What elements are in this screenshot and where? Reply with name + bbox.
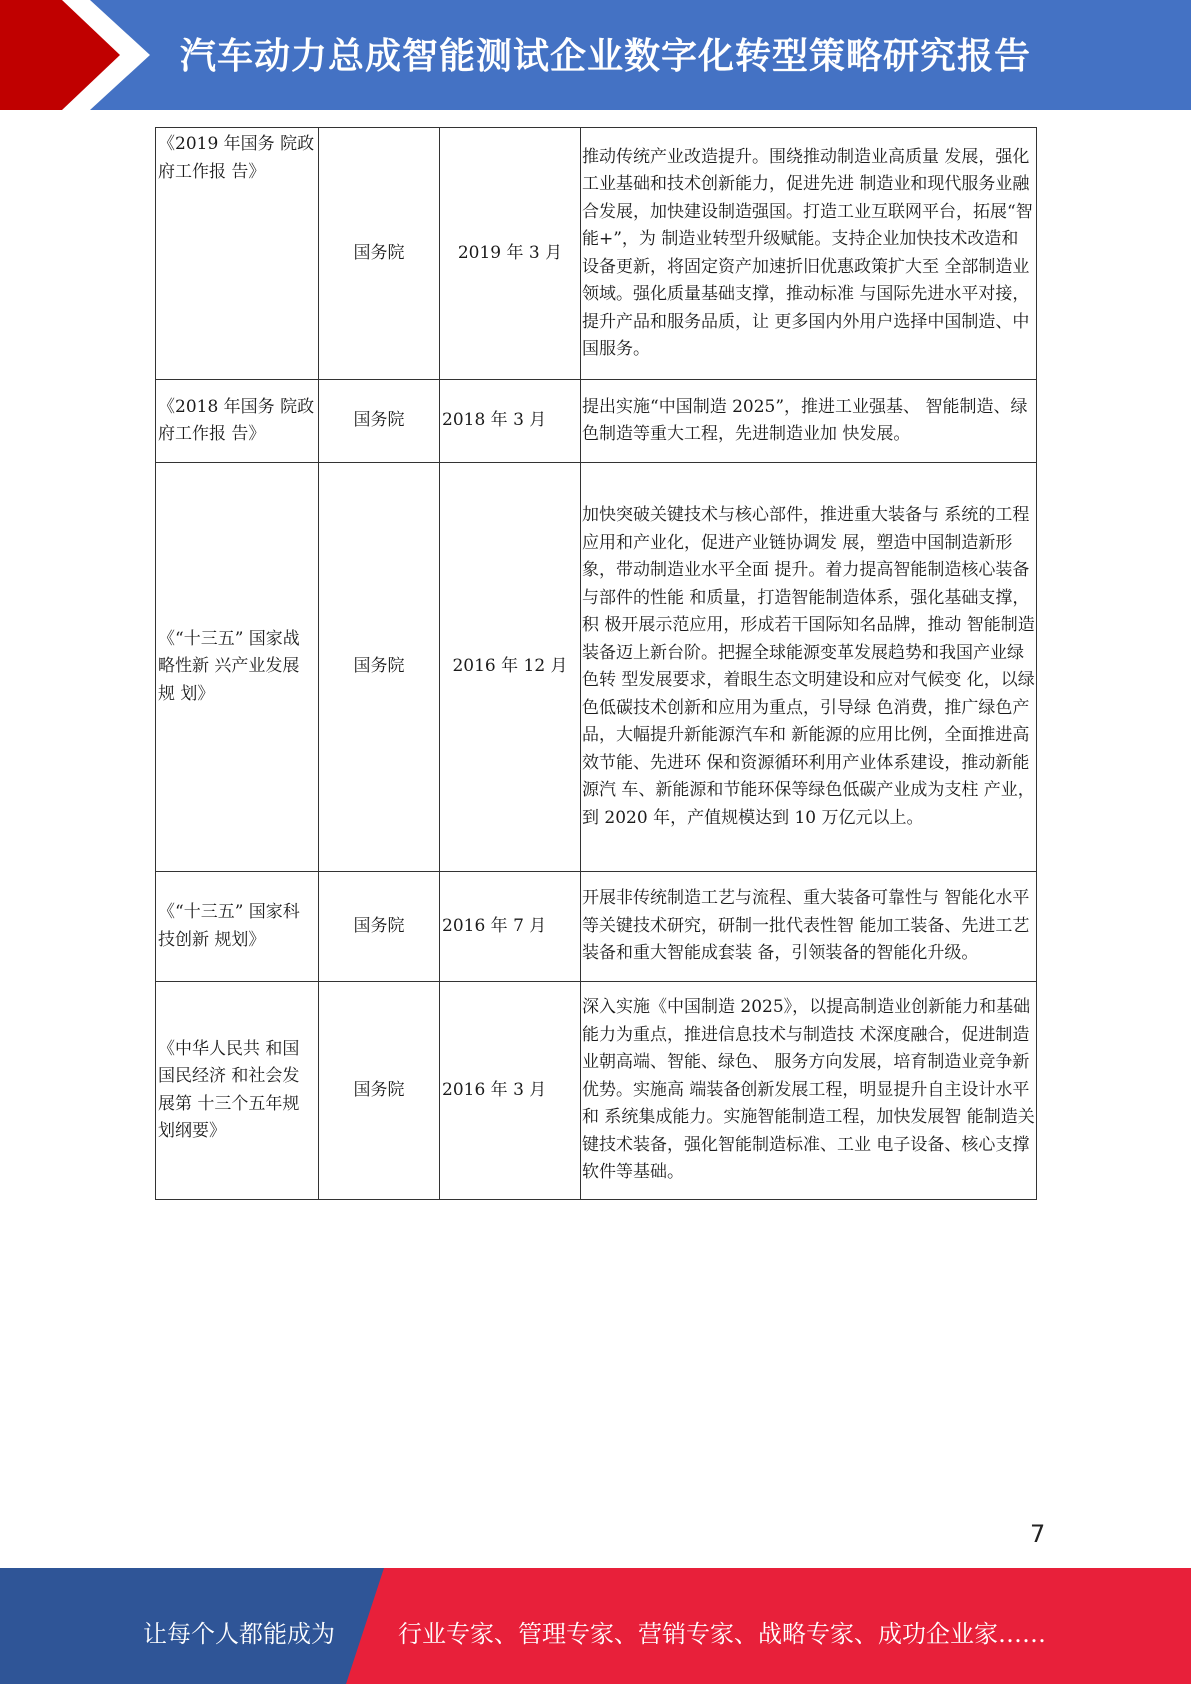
report-title: 汽车动力总成智能测试企业数字化转型策略研究报告 xyxy=(180,36,1032,77)
policy-content: 推动传统产业改造提升。围绕推动制造业高质量 发展，强化工业基础和技术创新能力，促进先进 制造业和现代服务业融合发展，加快建设制造强国。打造工业互联网平台，拓展“智能+”，为 制造业转型升级赋能。支持企业加快技术改造和 设备更新，将固定资产加速折旧优惠政策扩大至 全部制造业领域。强化质量基础支撑，推动标准 与国际先进水平对接，提升产品和服务品质，让 更多国内外用户选择中国制造、中国服务。 xyxy=(581,128,1037,380)
policy-issuer: 国务院 xyxy=(319,463,440,872)
policy-content: 深入实施《中国制造 2025》，以提高制造业创新能力和基础能力为重点，推进信息技术与制造技 术深度融合，促进制造业朝高端、智能、绿色、 服务方向发展，培育制造业竞争新优势。实施高 端装备创新发展工程，明显提升自主设计水平和 系统集成能力。实施智能制造工程，加快发展智 能制造关键技术装备，强化智能制造标准、工业 电子设备、核心支撑软件等基础。 xyxy=(581,982,1037,1200)
policy-content: 加快突破关键技术与核心部件，推进重大装备与 系统的工程应用和产业化，促进产业链协调发 展，塑造中国制造新形象，带动制造业水平全面 提升。着力提高智能制造核心装备与部件的性能 和质量，打造智能制造体系，强化基础支撑，积 极开展示范应用，形成若干国际知名品牌，推动 智能制造装备迈上新台阶。把握全球能源变革发展趋势和我国产业绿色转 型发展要求，着眼生态文明建设和应对气候变 化，以绿色低碳技术创新和应用为重点，引导绿 色消费，推广绿色产品，大幅提升新能源汽车和 新能源的应用比例，全面推进高效节能、先进环 保和资源循环利用产业体系建设，推动新能源汽 车、新能源和节能环保等绿色低碳产业成为支柱 产业，到 2020 年，产值规模达到 10 万亿元以上。 xyxy=(581,463,1037,872)
policy-name: 《2019 年国务 院政府工作报 告》 xyxy=(156,128,319,380)
report-footer xyxy=(0,1568,1191,1684)
table-row xyxy=(156,128,1037,380)
policy-date: 2016 年 7 月 xyxy=(440,872,581,982)
policy-name: 《2018 年国务 院政府工作报 告》 xyxy=(156,380,319,463)
footer-slogan-right: 行业专家、管理专家、营销专家、战略专家、成功企业家…… xyxy=(398,1620,1046,1648)
policy-issuer: 国务院 xyxy=(319,982,440,1200)
policy-name: 《“十三五” 国家战略性新 兴产业发展规 划》 xyxy=(156,463,319,872)
footer-slogan-left: 让每个人都能成为 xyxy=(143,1620,335,1648)
report-header xyxy=(0,0,1191,110)
page-number: 7 xyxy=(1030,1520,1046,1548)
table-row xyxy=(156,982,1037,1200)
policy-name: 《“十三五” 国家科技创新 规划》 xyxy=(156,872,319,982)
table-row xyxy=(156,872,1037,982)
policy-issuer: 国务院 xyxy=(319,380,440,463)
policy-date: 2016 年 3 月 xyxy=(440,982,581,1200)
table-row xyxy=(156,380,1037,463)
policy-date: 2019 年 3 月 xyxy=(440,128,581,380)
table-row xyxy=(156,463,1037,872)
policy-content: 开展非传统制造工艺与流程、重大装备可靠性与 智能化水平等关键技术研究，研制一批代表性智 能加工装备、先进工艺装备和重大智能成套装 备，引领装备的智能化升级。 xyxy=(581,872,1037,982)
policy-issuer: 国务院 xyxy=(319,872,440,982)
policy-issuer: 国务院 xyxy=(319,128,440,380)
header-arrow-icon xyxy=(0,0,150,110)
policy-date: 2018 年 3 月 xyxy=(440,380,581,463)
policy-table xyxy=(155,127,1037,1200)
policy-content: 提出实施“中国制造 2025”，推进工业强基、 智能制造、绿色制造等重大工程，先进制造业加 快发展。 xyxy=(581,380,1037,463)
policy-date: 2016 年 12 月 xyxy=(440,463,581,872)
policy-name: 《中华人民共 和国国民经济 和社会发展第 十三个五年规 划纲要》 xyxy=(156,982,319,1200)
